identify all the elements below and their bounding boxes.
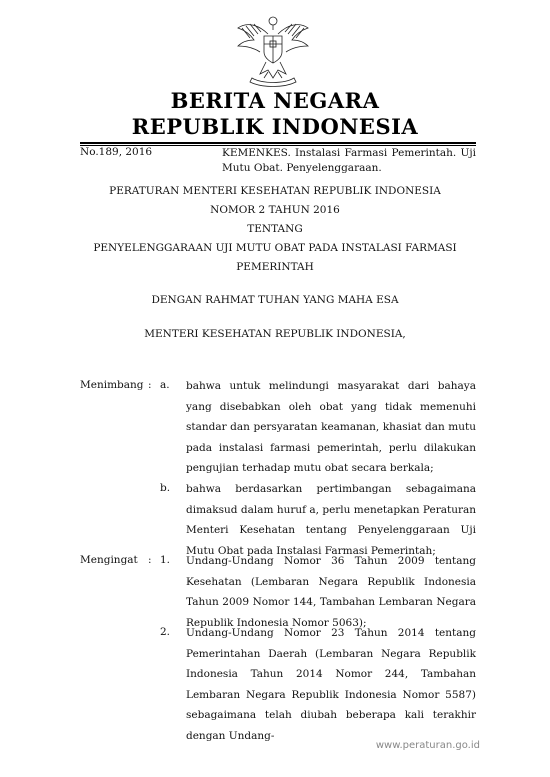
mengingat-2-label: 2. [160, 626, 171, 638]
mengingat-2-text: Undang-Undang Nomor 23 Tahun 2014 tentang Pemerintahan Daerah (Lembaran Negara Republik Indonesia Tahun 2014 Nomor 244, Tambahan Lembaran Negara Republik Indonesia Nomor 5587) sebagaimana telah diubah beberapa kali terakhir dengan Undang- [186, 627, 476, 742]
regulation-number: NOMOR 2 TAHUN 2016 [210, 204, 340, 216]
menimbang-colon: : [148, 379, 152, 391]
regulation-title: PERATURAN MENTERI KESEHATAN REPUBLIK INDONESIA [109, 185, 441, 197]
footer-url[interactable]: www.peraturan.go.id [375, 740, 480, 751]
garuda-emblem-icon [228, 12, 318, 92]
gazette-summary: KEMENKES. Instalasi Farmasi Pemerintah. Uji Mutu Obat. Penyelenggaraan. [222, 147, 476, 174]
document-title-line-1: BERITA NEGARA [170, 88, 380, 113]
regulation-subject-cont: PEMERINTAH [236, 261, 314, 273]
mengingat-1-label: 1. [160, 554, 171, 566]
menimbang-b-text: bahwa berdasarkan pertimbangan sebagaimana dimaksud dalam huruf a, perlu menetapkan Peraturan Menteri Kesehatan tentang Penyelenggaraan Uji Mutu Obat pada Instalasi Farmasi Pemerintah; [186, 483, 476, 557]
menimbang-b-label: b. [160, 482, 171, 494]
menimbang-label: Menimbang [80, 379, 144, 391]
document-title-line-2: REPUBLIK INDONESIA [131, 114, 419, 139]
regulation-about: TENTANG [247, 223, 303, 235]
header-rule-thick [80, 142, 476, 144]
mengingat-colon: : [148, 554, 152, 566]
mengingat-label: Mengingat [80, 554, 138, 566]
blessing-line: DENGAN RAHMAT TUHAN YANG MAHA ESA [151, 294, 399, 306]
menimbang-a-label: a. [160, 379, 170, 391]
gazette-number: No.189, 2016 [80, 146, 153, 158]
mengingat-1-text: Undang-Undang Nomor 36 Tahun 2009 tentang Kesehatan (Lembaran Negara Republik Indonesia Tahun 2009 Nomor 144, Tambahan Lembaran Negara Republik Indonesia Nomor 5063); [186, 555, 476, 629]
minister-line: MENTERI KESEHATAN REPUBLIK INDONESIA, [144, 328, 406, 340]
menimbang-a-text: bahwa untuk melindungi masyarakat dari bahaya yang disebabkan oleh obat yang tidak memenuhi standar dan persyaratan keamanan, khasiat dan mutu pada instalasi farmasi pemerintah, perlu dilakukan pengujian terhadap mutu obat secara berkala; [186, 380, 476, 475]
regulation-subject: PENYELENGGARAAN UJI MUTU OBAT PADA INSTALASI FARMASI [93, 242, 457, 254]
